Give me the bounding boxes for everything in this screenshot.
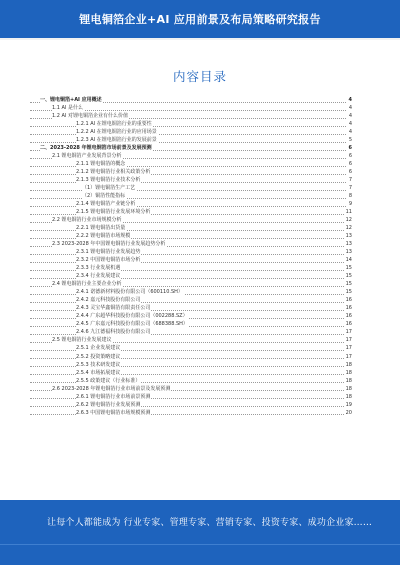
toc-entry[interactable] bbox=[30, 304, 352, 312]
toc-entry[interactable] bbox=[30, 152, 352, 160]
toc-entry[interactable] bbox=[30, 184, 352, 192]
toc-entry-page: 6 bbox=[348, 161, 352, 168]
toc-entry-page: 20 bbox=[345, 409, 352, 416]
toc-entry[interactable] bbox=[30, 96, 352, 104]
toc-entry-page: 19 bbox=[345, 401, 352, 408]
toc-entry-page: 18 bbox=[345, 385, 352, 392]
toc-entry-page: 6 bbox=[348, 145, 352, 152]
toc-entry-title: 2.4.1 诺德新材料股份有限公司（600110.SH） bbox=[76, 289, 183, 296]
toc-entry-title: 2.1 锂电铜箔产业发展背景分析 bbox=[52, 153, 122, 160]
toc-entry-title: 2.6.2 锂电铜箔行业发展预测 bbox=[76, 401, 141, 408]
toc-entry-title: 2.3.4 行业发展建议 bbox=[76, 273, 121, 280]
toc-entry-page: 5 bbox=[348, 137, 352, 144]
toc-entry[interactable] bbox=[30, 296, 352, 304]
toc-entry-title: 2.6.3 中国锂电铜箔市场规模预测 bbox=[76, 409, 151, 416]
report-header bbox=[0, 0, 400, 38]
toc-entry[interactable] bbox=[30, 128, 352, 136]
toc-entry-title: 2.4.4 广东超华科技股份有限公司（002288.SZ） bbox=[76, 313, 188, 320]
footer-banner bbox=[0, 500, 400, 565]
toc-entry[interactable] bbox=[30, 112, 352, 120]
toc-entry-page: 15 bbox=[345, 289, 352, 296]
toc-entry-title: 2.4.6 九江德福科技股份有限公司 bbox=[76, 329, 151, 336]
toc-entry-page: 13 bbox=[345, 249, 352, 256]
table-of-contents bbox=[30, 96, 352, 417]
toc-entry-page: 14 bbox=[345, 257, 352, 264]
toc-entry[interactable] bbox=[30, 280, 352, 288]
toc-entry[interactable] bbox=[30, 344, 352, 352]
toc-entry[interactable] bbox=[30, 160, 352, 168]
toc-entry-title: 2.3 2023-2028 年中国锂电铜箔行业发展趋势分析 bbox=[52, 241, 166, 248]
toc-entry-title: 一、锂电铜箔+AI 应用概述 bbox=[40, 97, 102, 103]
toc-entry-page: 12 bbox=[345, 225, 352, 232]
toc-entry-title: 2.4.2 嘉元科技股份有限公司 bbox=[76, 297, 141, 304]
toc-entry-title: 二、2023-2028 年锂电铜箔市场前景及发展预测 bbox=[40, 145, 152, 152]
toc-entry-title: （1）锂电铜箔生产工艺 bbox=[82, 185, 136, 192]
toc-entry-page: 4 bbox=[348, 97, 352, 103]
toc-entry-title: 2.5.1 企业发展建议 bbox=[76, 345, 121, 352]
toc-entry[interactable] bbox=[30, 328, 352, 336]
toc-entry-page: 17 bbox=[345, 353, 352, 360]
toc-entry-title: 2.4.5 广东嘉元科技股份有限公司（688388.SH） bbox=[76, 321, 188, 328]
toc-entry-title: 2.2.2 锂电铜箔市场规模 bbox=[76, 233, 131, 240]
toc-entry-page: 18 bbox=[345, 377, 352, 384]
toc-entry[interactable] bbox=[30, 320, 352, 328]
toc-entry[interactable] bbox=[30, 336, 352, 344]
toc-entry[interactable] bbox=[30, 208, 352, 216]
toc-entry[interactable] bbox=[30, 120, 352, 128]
report-title: 锂电铜箔企业+AI 应用前景及布局策略研究报告 bbox=[79, 13, 321, 26]
toc-entry-page: 15 bbox=[345, 265, 352, 272]
header-divider bbox=[0, 38, 400, 40]
toc-entry-title: （2）铜箔性能指标 bbox=[82, 193, 126, 200]
toc-entry-title: 2.1.5 锂电铜箔行业发展环境分析 bbox=[76, 209, 151, 216]
toc-entry-page: 13 bbox=[345, 233, 352, 240]
toc-entry-title: 2.1.4 锂电铜箔产业链分析 bbox=[76, 201, 136, 208]
toc-entry[interactable] bbox=[30, 272, 352, 280]
toc-entry-page: 18 bbox=[345, 393, 352, 400]
toc-heading: 内容目录 bbox=[172, 69, 227, 84]
toc-entry-page: 12 bbox=[345, 217, 352, 224]
toc-entry-title: 2.4.3 灵宝华鑫铜箔有限责任公司 bbox=[76, 305, 151, 312]
toc-entry[interactable] bbox=[30, 232, 352, 240]
toc-entry[interactable] bbox=[30, 361, 352, 369]
toc-entry-title: 2.3.3 行业发展机遇 bbox=[76, 265, 121, 272]
toc-entry[interactable] bbox=[30, 409, 352, 417]
toc-entry[interactable] bbox=[30, 240, 352, 248]
toc-entry-title: 2.5.5 政策建议（行业标准） bbox=[76, 377, 141, 384]
toc-entry-title: 2.2 锂电铜箔行业市场规模分析 bbox=[52, 217, 122, 224]
toc-entry-page: 4 bbox=[348, 129, 352, 136]
toc-entry-title: 2.4 锂电铜箔行业主要企业分析 bbox=[52, 281, 122, 288]
toc-entry[interactable] bbox=[30, 312, 352, 320]
toc-entry-page: 7 bbox=[348, 177, 352, 184]
toc-entry[interactable] bbox=[30, 224, 352, 232]
toc-entry-title: 1.2 AI 对锂电铜箔企业有什么价值 bbox=[52, 113, 129, 120]
toc-entry-page: 4 bbox=[348, 121, 352, 128]
toc-entry[interactable] bbox=[30, 216, 352, 224]
toc-entry-title: 2.6.1 锂电铜箔行业市场前景预测 bbox=[76, 393, 151, 400]
toc-entry[interactable] bbox=[30, 369, 352, 377]
toc-entry[interactable] bbox=[30, 256, 352, 264]
toc-entry-page: 6 bbox=[348, 169, 352, 176]
toc-entry-title: 1.1 AI 是什么 bbox=[52, 105, 84, 112]
toc-entry-page: 4 bbox=[348, 105, 352, 112]
toc-entry[interactable] bbox=[30, 377, 352, 385]
toc-entry-page: 16 bbox=[345, 305, 352, 312]
toc-entry-page: 9 bbox=[348, 201, 352, 208]
footer-divider bbox=[0, 544, 400, 545]
toc-entry-title: 2.1.3 锂电铜箔行业技术分析 bbox=[76, 177, 141, 184]
toc-entry-page: 18 bbox=[345, 369, 352, 376]
toc-entry-title: 2.5.2 投资策略建议 bbox=[76, 353, 121, 360]
footer-slogan: 让每个人都能成为 行业专家、管理专家、营销专家、投资专家、成功企业家…… bbox=[47, 518, 373, 528]
toc-entry-title: 1.2.1 AI 在锂电铜箔行业的重要性 bbox=[76, 121, 152, 128]
toc-entry-page: 16 bbox=[345, 297, 352, 304]
toc-entry[interactable] bbox=[30, 401, 352, 409]
toc-entry-title: 2.3.2 中国锂电铜箔市场分析 bbox=[76, 257, 141, 264]
toc-entry-page: 11 bbox=[345, 209, 352, 216]
toc-entry-title: 2.5.3 技术研发建议 bbox=[76, 361, 121, 368]
toc-entry[interactable] bbox=[30, 168, 352, 176]
toc-entry-title: 2.5 锂电铜箔行业发展建议 bbox=[52, 337, 112, 344]
toc-entry[interactable] bbox=[30, 393, 352, 401]
toc-entry[interactable] bbox=[30, 248, 352, 256]
toc-entry-page: 17 bbox=[345, 329, 352, 336]
toc-entry-title: 2.5.4 市场拓展建议 bbox=[76, 369, 121, 376]
toc-entry[interactable] bbox=[30, 353, 352, 361]
toc-entry-page: 4 bbox=[348, 113, 352, 120]
toc-entry[interactable] bbox=[30, 104, 352, 112]
toc-entry-page: 13 bbox=[345, 241, 352, 248]
toc-entry[interactable] bbox=[30, 200, 352, 208]
toc-entry-page: 16 bbox=[345, 313, 352, 320]
toc-entry[interactable] bbox=[30, 136, 352, 144]
toc-entry-title: 2.1.1 锂电铜箔的概念 bbox=[76, 161, 126, 168]
toc-entry-title: 1.2.3 AI 在锂电铜箔行业的发展前景 bbox=[76, 137, 157, 144]
toc-entry-page: 15 bbox=[345, 273, 352, 280]
toc-entry-title: 2.1.2 锂电铜箔行业相关政策分析 bbox=[76, 169, 151, 176]
toc-entry[interactable] bbox=[30, 264, 352, 272]
toc-entry-title: 2.6 2023-2028 年锂电铜箔行业市场前景及发展预测 bbox=[52, 385, 171, 392]
toc-entry[interactable] bbox=[30, 385, 352, 393]
toc-entry[interactable] bbox=[30, 192, 352, 200]
toc-entry-title: 2.3.1 锂电铜箔行业发展趋势 bbox=[76, 249, 141, 256]
toc-entry-title: 1.2.2 AI 在锂电铜箔行业的应用场景 bbox=[76, 129, 157, 136]
toc-entry[interactable] bbox=[30, 288, 352, 296]
toc-entry[interactable] bbox=[30, 176, 352, 184]
toc-entry-page: 17 bbox=[345, 345, 352, 352]
toc-entry-page: 8 bbox=[348, 193, 352, 200]
toc-entry-page: 15 bbox=[345, 281, 352, 288]
toc-entry-page: 16 bbox=[345, 321, 352, 328]
toc-entry-page: 7 bbox=[348, 185, 352, 192]
toc-entry-page: 17 bbox=[345, 337, 352, 344]
toc-entry-title: 2.2.1 锂电铜箔出货量 bbox=[76, 225, 126, 232]
toc-entry-page: 18 bbox=[345, 361, 352, 368]
toc-entry[interactable] bbox=[30, 144, 352, 152]
toc-entry-page: 6 bbox=[348, 153, 352, 160]
